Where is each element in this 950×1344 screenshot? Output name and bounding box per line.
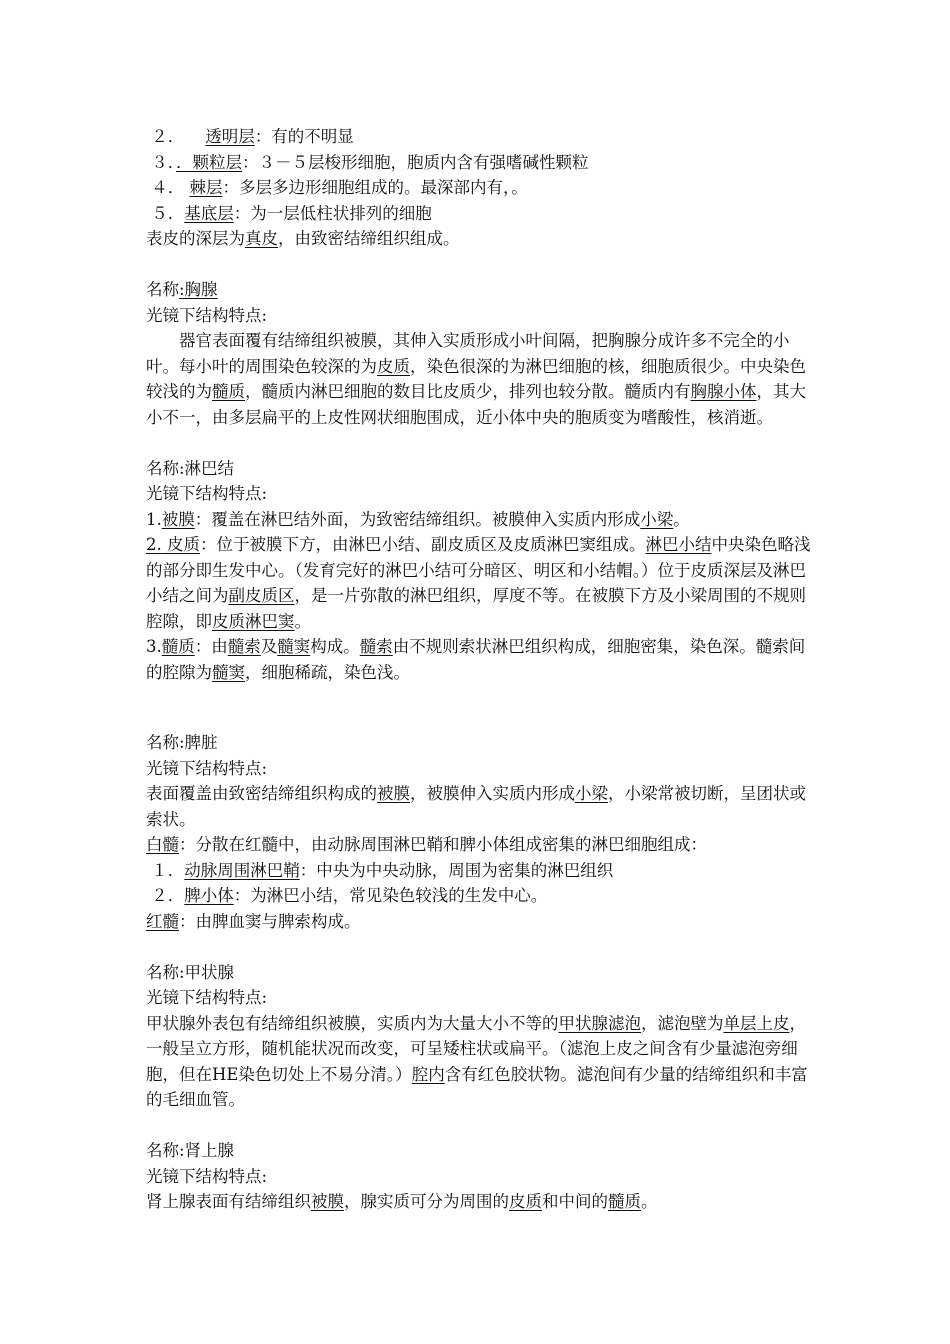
adrenal-paragraph bbox=[146, 1189, 816, 1215]
text-run: 中央染色略浅的部分即生发中心。（发育完好的淋巴小结可分暗区、明区和小结帽。）位于皮质深层及淋巴小结之间为 bbox=[146, 535, 811, 605]
text-run: 表皮的深层为 bbox=[146, 229, 245, 248]
section-subtitle: 光镜下结构特点: bbox=[146, 988, 268, 1007]
term-capsule: 被膜 bbox=[161, 509, 195, 529]
spacer bbox=[146, 430, 816, 456]
lymph-node-item-2 bbox=[146, 532, 816, 634]
term-capsule: 被膜 bbox=[311, 1192, 344, 1211]
thyroid-paragraph bbox=[146, 1011, 816, 1113]
text-run: 甲状腺外表包有结缔组织被膜，实质内为大量大小不等的 bbox=[146, 1013, 559, 1033]
term-medulla: 髓质 bbox=[608, 1192, 641, 1211]
text-run: ，其大小不一，由多层扁平的上皮性网状细胞围成，近小体中央的胞质变为嗜酸性，核消逝。 bbox=[146, 382, 806, 427]
item-number: 1. bbox=[146, 509, 162, 529]
text-run: ，细胞稀疏，染色浅。 bbox=[245, 662, 410, 682]
item-text: ：为一层低柱状排列的细胞 bbox=[233, 203, 432, 223]
text-run: 含有红色胶状物。滤泡间有少量的结缔组织和丰富的毛细血管。 bbox=[146, 1064, 808, 1109]
text-run: ：中央为中央动脉，周围为密集的淋巴组织 bbox=[299, 860, 614, 880]
term-white-pulp: 白髓 bbox=[146, 835, 179, 854]
item-number: ４． bbox=[151, 178, 185, 197]
term-trabecula: 小梁 bbox=[640, 509, 674, 529]
term-lymphoid-nodule: 淋巴小结 bbox=[645, 535, 712, 554]
spacer bbox=[146, 685, 816, 730]
spleen-red-pulp bbox=[146, 909, 816, 935]
text-run: 肾上腺表面有结缔组织 bbox=[146, 1192, 311, 1211]
text-run: 。 bbox=[641, 1192, 658, 1211]
epidermis-layer-5 bbox=[146, 201, 816, 227]
term-splenic-nodule: 脾小体 bbox=[184, 886, 234, 905]
term-dermis: 真皮 bbox=[245, 229, 278, 248]
epidermis-layer-2 bbox=[146, 124, 816, 150]
lymph-node-item-1 bbox=[146, 507, 816, 533]
section-subtitle: 光镜下结构特点: bbox=[146, 305, 268, 325]
spleen-white-pulp-item-1 bbox=[146, 858, 816, 884]
text-run: ：覆盖在淋巴结外面，为致密结缔组织。被膜伸入实质内形成 bbox=[194, 509, 641, 529]
text-run: 表面覆盖由致密结缔组织构成的 bbox=[146, 784, 377, 803]
section-subtitle: 光镜下结构特点: bbox=[146, 484, 268, 503]
text-run: ，腺实质可分为周围的 bbox=[344, 1192, 509, 1211]
section-title-thyroid: 名称:甲状腺 bbox=[146, 962, 235, 982]
text-run: ，染色很深的为淋巴细胞的核，细胞质很少。中央染色较浅的为 bbox=[146, 356, 806, 401]
text-run: ，由致密结缔组织组成。 bbox=[278, 229, 460, 248]
section-title-lymph-node: 名称:淋巴结 bbox=[146, 458, 235, 478]
text-run: ：由 bbox=[194, 637, 228, 656]
term-medullary-cord: 髓索 bbox=[227, 637, 261, 656]
term-thymic-corpuscle: 胸腺小体 bbox=[690, 382, 757, 401]
epidermis-layer-4 bbox=[146, 175, 816, 201]
term-medulla: 髓质 bbox=[161, 637, 195, 656]
term-thyroid-follicle: 甲状腺滤泡 bbox=[558, 1013, 641, 1033]
item-number: 3. bbox=[146, 637, 162, 656]
section-title-adrenal: 名称:肾上腺 bbox=[146, 1141, 235, 1160]
term-capsule: 被膜 bbox=[377, 784, 410, 803]
document-page bbox=[146, 124, 816, 1215]
text-run: ，是一片弥散的淋巴组织，厚度不等。在被膜下方及小梁周围的不规则腔隙，即 bbox=[146, 586, 806, 631]
term-medulla: 髓质 bbox=[212, 382, 245, 401]
section-subtitle: 光镜下结构特点: bbox=[146, 758, 268, 778]
spacer bbox=[146, 934, 816, 960]
term-lumen: 腔内 bbox=[411, 1064, 445, 1084]
section-subtitle: 光镜下结构特点: bbox=[146, 1166, 268, 1186]
spacer bbox=[146, 1113, 816, 1139]
term-cortical-sinus: 皮质淋巴窦 bbox=[212, 611, 295, 631]
term-pals: 动脉周围淋巴鞘 bbox=[184, 860, 300, 880]
item-text: ：多层多边形细胞组成的。最深部内有，。 bbox=[222, 178, 528, 197]
text-run: 由不规则索状淋巴组织构成，细胞密集，染色深。髓索间的腔隙为 bbox=[146, 637, 806, 682]
epidermis-layer-3 bbox=[146, 150, 816, 176]
term-medullary-sinus: 髓窦 bbox=[212, 662, 245, 682]
item-text: ：３－５层梭形细胞，胞质内含有强嗜碱性颗粒 bbox=[242, 152, 589, 172]
term-simple-epithelium: 单层上皮 bbox=[723, 1013, 790, 1033]
term-trabecula: 小梁 bbox=[575, 784, 608, 803]
spleen-paragraph bbox=[146, 781, 816, 832]
term-cortex: 皮质 bbox=[509, 1192, 542, 1211]
term-medullary-sinus: 髓窦 bbox=[277, 637, 311, 656]
item-number: １． bbox=[151, 860, 185, 880]
text-run: ，滤泡壁为 bbox=[641, 1013, 724, 1033]
item-number: ２． bbox=[151, 886, 185, 905]
term-red-pulp: 红髓 bbox=[146, 911, 179, 931]
text-run: 和中间的 bbox=[542, 1192, 608, 1211]
spleen-white-pulp-item-2 bbox=[146, 883, 816, 909]
text-run: ，被膜伸入实质内形成 bbox=[410, 784, 575, 803]
dermis-sentence bbox=[146, 226, 816, 252]
term-medullary-cord: 髓索 bbox=[359, 637, 393, 656]
text-run: ：为淋巴小结，常见染色较浅的生发中心。 bbox=[233, 886, 548, 905]
section-title-spleen: 名称:脾脏 bbox=[146, 733, 218, 752]
text-run: ：位于被膜下方，由淋巴小结、副皮质区及皮质淋巴窦组成。 bbox=[200, 535, 646, 554]
text-run: ，髓质内淋巴细胞的数目比皮质少，排列也较分散。髓质内有 bbox=[245, 382, 691, 401]
term-spinous-layer: 棘层 bbox=[189, 178, 223, 197]
spacer bbox=[146, 252, 816, 278]
text-run: 。 bbox=[673, 509, 690, 529]
text-run: 及 bbox=[260, 637, 278, 656]
thymus-paragraph bbox=[146, 328, 816, 430]
item-text: ：有的不明显 bbox=[254, 127, 354, 146]
term-cortex: 皮质 bbox=[377, 356, 410, 376]
section-title-thymus bbox=[146, 277, 816, 303]
text-run: 器官表面覆有结缔组织被膜，其伸入实质形成小叶间隔，把胸腺分成许多不完全的小叶。每小叶的周围染色较深的为 bbox=[146, 331, 790, 376]
term-transparent-layer: 透明层 bbox=[205, 127, 255, 146]
text-run: ，小梁常被切断，呈团状或索状。 bbox=[146, 784, 806, 829]
text-run: ，一般呈立方形，随机能状况而改变，可呈矮柱状或扁平。（滤泡上皮之间含有少量滤泡旁细胞，但在HE染色切处上不易分清。） bbox=[146, 1013, 806, 1084]
item-number: ２． bbox=[151, 127, 185, 146]
text-run: 构成。 bbox=[310, 637, 360, 656]
text-run: ：分散在红髓中，由动脉周围淋巴鞘和脾小体组成密集的淋巴细胞组成： bbox=[179, 835, 707, 854]
name-label: 名称 bbox=[146, 280, 179, 299]
item-number: ３． bbox=[151, 152, 176, 172]
name-value: :胸腺 bbox=[179, 280, 218, 299]
text-run: 。 bbox=[294, 611, 311, 631]
item-number: ５． bbox=[151, 203, 185, 223]
spleen-white-pulp bbox=[146, 832, 816, 858]
term-basal-layer: 基底层 bbox=[184, 203, 234, 223]
term-paracortex: 副皮质区 bbox=[228, 586, 295, 605]
item-number: 2. bbox=[146, 535, 162, 554]
lymph-node-item-3 bbox=[146, 634, 816, 685]
term-cortex: 皮质 bbox=[161, 535, 200, 554]
term-granular-layer: ．颗粒层 bbox=[176, 152, 242, 172]
text-run: ：由脾血窦与脾索构成。 bbox=[179, 911, 361, 931]
